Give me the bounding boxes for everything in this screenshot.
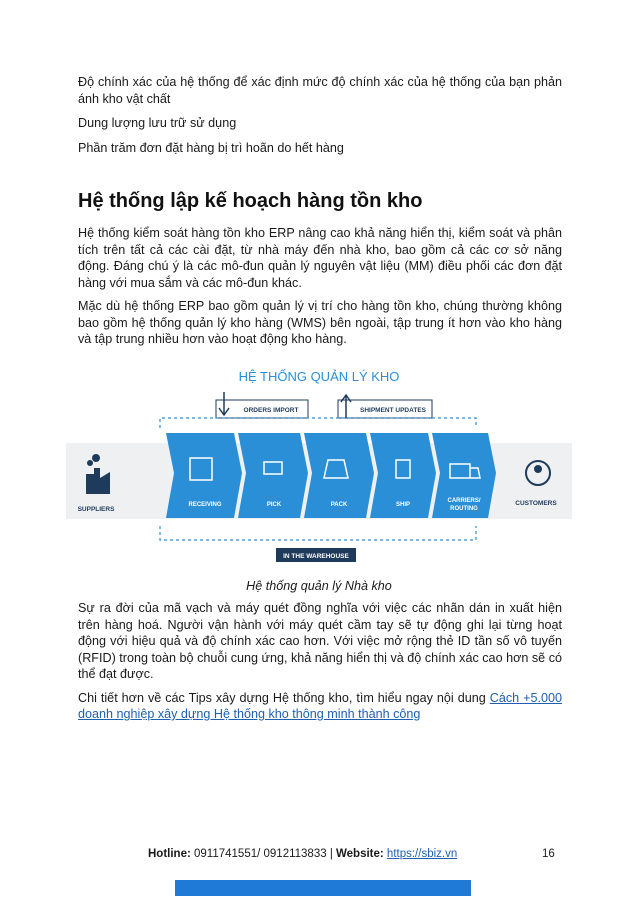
website-label: Website:: [336, 848, 384, 860]
shipment-updates-label: SHIPMENT UPDATES: [360, 407, 426, 414]
step-pick: [238, 433, 308, 518]
step-pick-label: PICK: [266, 502, 282, 508]
step-ship-label: SHIP: [395, 502, 411, 508]
customers-label: CUSTOMERS: [515, 500, 557, 507]
paragraph-more-tips: [78, 690, 562, 723]
in-the-warehouse-label: IN THE WAREHOUSE: [283, 553, 349, 560]
orders-import-label: ORDERS IMPORT: [243, 407, 299, 414]
page-number: 16: [542, 848, 555, 860]
paragraph-erp-location: Mặc dù hệ thống ERP bao gồm quản lý vị trí cho hàng tồn kho, chúng thường không bao gồm hệ thống quản lý kho hàng (WMS) bên ngoài, tập trung ít hơn vào kho hàng và tập trung nhiều hơn vào hoạt động kho hàng.: [78, 299, 562, 346]
up-arrow-icon: [341, 395, 351, 418]
step-receiving-label: RECEIVING: [188, 502, 222, 508]
intro-line-delayed: Phần trăm đơn đặt hàng bị trì hoãn do hết hàng: [78, 140, 344, 155]
body-paragraphs-2: [78, 600, 562, 723]
paragraph-erp-control: Hệ thống kiểm soát hàng tồn kho ERP nâng cao khả năng hiển thị, kiểm soát và phân tích trên tất cả các cài đặt, từ nhà máy đến nhà kho, bao gồm cả các cơ sở năng động. Đáng chú ý là các mô-đun quản lý nguyên vật liệu (MM) điều phối các đơn đặt hàng với mua sắm và các mô-đun khác.: [78, 226, 562, 290]
step-ship: [370, 433, 436, 518]
section-title: Hệ thống lập kế hoạch hàng tồn kho: [78, 190, 423, 212]
diagram-caption: Hệ thống quản lý Nhà kho: [246, 579, 392, 593]
intro-line-storage: Dung lượng lưu trữ sử dụng: [78, 116, 237, 130]
page-footer: [148, 848, 568, 860]
more-tips-text: Chi tiết hơn về các Tips xây dựng Hệ thống kho, tìm hiểu ngay nội dung: [78, 690, 490, 705]
article-link[interactable]: Cách +5.000 doanh nghiệp xây dựng Hệ thống kho thông minh thành công: [78, 690, 562, 721]
intro-line-accuracy: Độ chính xác của hệ thống để xác định mức độ chính xác của hệ thống của bạn phản ánh kho vật chất: [78, 75, 562, 106]
body-paragraphs-1: [78, 225, 562, 348]
hotline-label: Hotline:: [148, 848, 191, 860]
step-routing-label: ROUTING: [450, 506, 478, 512]
step-carriers-label: CARRIERS/: [447, 498, 481, 504]
suppliers-label: SUPPLIERS: [77, 506, 115, 513]
footer-bar: [175, 880, 471, 896]
down-arrow-icon: [219, 392, 229, 415]
shipment-updates-box: [338, 395, 432, 418]
step-pack-label: PACK: [330, 502, 348, 508]
paragraph-barcode: Sự ra đời của mã vạch và máy quét đồng nghĩa với việc các nhãn dán in xuất hiện trên hàng hoá. Người vận hành với máy quét cầm tay sẽ tự động ghi lại từng hoạt động với hiệu quả và độ chính xác cao hơn. Với việc mở rộng thẻ ID tần số vô tuyến (RFID) trong toàn bộ chuỗi cung ứng, khả năng hiển thị và độ chính xác cao hơn sẽ có thể đạt được.: [78, 601, 562, 681]
hotline-value: 0911741551/ 0912113833: [190, 848, 330, 860]
step-carriers: [432, 433, 496, 518]
warehouse-diagram: [66, 368, 572, 568]
intro-list: [78, 74, 562, 156]
website-link[interactable]: https://sbiz.vn: [386, 848, 458, 860]
footer-separator: |: [329, 848, 336, 860]
orders-import-box: [216, 392, 308, 418]
step-receiving: [166, 433, 242, 518]
diagram-title: HỆ THỐNG QUẢN LÝ KHO: [238, 369, 400, 384]
step-pack: [304, 433, 374, 518]
